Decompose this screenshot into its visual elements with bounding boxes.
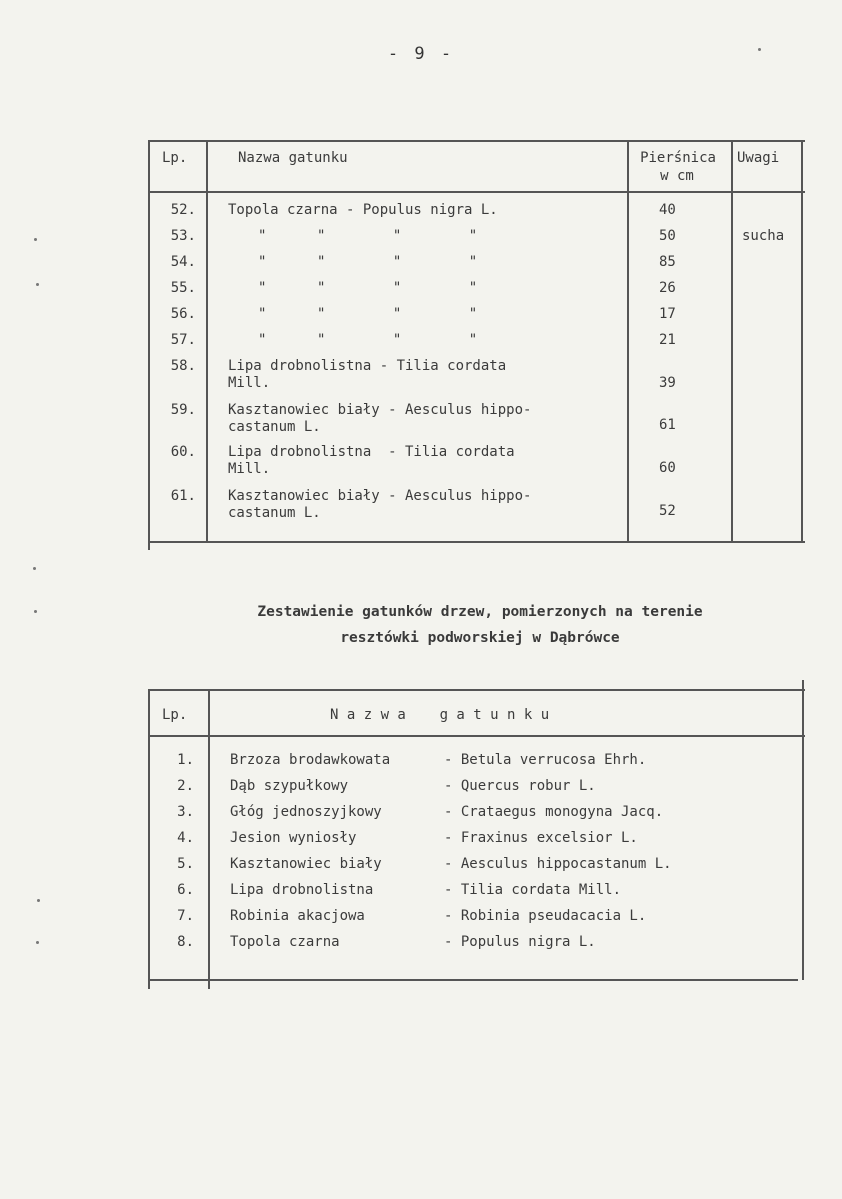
scan-speck xyxy=(34,610,37,613)
table1-header-name: Nazwa gatunku xyxy=(238,150,348,166)
table1-top-border xyxy=(150,140,805,142)
table1-row-note: sucha xyxy=(742,228,785,244)
table1-row-name-cont: Mill. xyxy=(228,375,271,391)
table1-row-name: Lipa drobnolistna - Tilia cordata xyxy=(228,358,507,374)
table2-right-border xyxy=(802,680,804,980)
table2-row-latin-name: - Fraxinus excelsior L. xyxy=(444,830,638,846)
table2-row-lp: 3. xyxy=(177,804,194,820)
scan-speck xyxy=(37,899,40,902)
table1-row-name-ditto: " " " " xyxy=(258,332,478,348)
table1-row-name-ditto: " " " " xyxy=(258,228,478,244)
table2-row-lp: 2. xyxy=(177,778,194,794)
table1-row-circ: 85 xyxy=(659,254,676,270)
table1-row-circ: 60 xyxy=(659,460,676,476)
table2-row-lp: 8. xyxy=(177,934,194,950)
table2-row-polish-name: Dąb szypułkowy xyxy=(230,778,349,794)
table1-row-lp: 56. xyxy=(170,306,196,322)
table1-row-lp: 57. xyxy=(170,332,196,348)
table2-top-border xyxy=(150,689,805,691)
table1-row-name-cont: castanum L. xyxy=(228,419,321,435)
scan-speck xyxy=(33,567,36,570)
table1-row-name: Kasztanowiec biały - Aesculus hippo- xyxy=(228,488,532,504)
table2-row-polish-name: Jesion wyniosły xyxy=(230,830,357,846)
table2-row-polish-name: Robinia akacjowa xyxy=(230,908,365,924)
table1-row-lp: 55. xyxy=(170,280,196,296)
table1-row-lp: 61. xyxy=(170,488,196,504)
table2-row-polish-name: Topola czarna xyxy=(230,934,340,950)
table2-header-name: N a z w a g a t u n k u xyxy=(330,707,550,723)
table2-col-divider xyxy=(208,689,210,989)
scan-speck xyxy=(758,48,761,51)
table2-row-polish-name: Brzoza brodawkowata xyxy=(230,752,391,768)
table2-row-latin-name: - Betula verrucosa Ehrh. xyxy=(444,752,647,768)
table1-row-name-cont: Mill. xyxy=(228,461,271,477)
table1-row-name: Kasztanowiec biały - Aesculus hippo- xyxy=(228,402,532,418)
table2-row-lp: 5. xyxy=(177,856,194,872)
table1-header-circ-line1: Pierśnica xyxy=(640,150,716,166)
table1-header-separator xyxy=(150,191,805,193)
page-number: - 9 - xyxy=(387,44,455,64)
caption-line-2: resztówki podworskiej w Dąbrówce xyxy=(340,630,620,646)
table1-row-circ: 50 xyxy=(659,228,676,244)
table2-header-separator xyxy=(150,735,805,737)
table2-row-polish-name: Głóg jednoszyjkowy xyxy=(230,804,382,820)
table2-row-latin-name: - Tilia cordata Mill. xyxy=(444,882,622,898)
scan-speck xyxy=(36,283,39,286)
table1-row-lp: 52. xyxy=(170,202,196,218)
table2-bottom-border xyxy=(150,979,798,981)
table1-row-circ: 40 xyxy=(659,202,676,218)
table2-row-lp: 4. xyxy=(177,830,194,846)
table1-header-notes: Uwagi xyxy=(737,150,780,166)
table1-row-name: Topola czarna - Populus nigra L. xyxy=(228,202,498,218)
scan-speck xyxy=(34,238,37,241)
caption-line-1: Zestawienie gatunków drzew, pomierzonych na terenie xyxy=(257,604,703,620)
table1-header-lp: Lp. xyxy=(162,150,188,166)
table1-row-lp: 58. xyxy=(170,358,196,374)
table1-row-circ: 61 xyxy=(659,417,676,433)
table1-row-circ: 17 xyxy=(659,306,676,322)
table2-row-polish-name: Lipa drobnolistna xyxy=(230,882,374,898)
table1-row-lp: 54. xyxy=(170,254,196,270)
table1-row-name-ditto: " " " " xyxy=(258,254,478,270)
table2-row-lp: 1. xyxy=(177,752,194,768)
table2-row-latin-name: - Crataegus monogyna Jacq. xyxy=(444,804,664,820)
table1-bottom-border xyxy=(150,541,805,543)
table1-col-divider-lp xyxy=(206,140,208,543)
table2-header-lp: Lp. xyxy=(162,707,188,723)
table1-col-divider-name xyxy=(627,140,629,543)
table2-row-latin-name: - Quercus robur L. xyxy=(444,778,596,794)
scan-speck xyxy=(36,941,39,944)
table1-row-name: Lipa drobnolistna - Tilia cordata xyxy=(228,444,515,460)
table1-header-circ-line2: w cm xyxy=(660,168,694,184)
table1-row-lp: 60. xyxy=(170,444,196,460)
table2-row-lp: 7. xyxy=(177,908,194,924)
table1-row-circ: 52 xyxy=(659,503,676,519)
table2-row-latin-name: - Robinia pseudacacia L. xyxy=(444,908,647,924)
table2-row-latin-name: - Populus nigra L. xyxy=(444,934,596,950)
table2-row-lp: 6. xyxy=(177,882,194,898)
table1-row-circ: 26 xyxy=(659,280,676,296)
table1-row-name-ditto: " " " " xyxy=(258,306,478,322)
table1-row-circ: 21 xyxy=(659,332,676,348)
table1-row-circ: 39 xyxy=(659,375,676,391)
table1-row-lp: 59. xyxy=(170,402,196,418)
table2-row-polish-name: Kasztanowiec biały xyxy=(230,856,382,872)
table2-row-latin-name: - Aesculus hippocastanum L. xyxy=(444,856,672,872)
table1-row-lp: 53. xyxy=(170,228,196,244)
table1-row-name-ditto: " " " " xyxy=(258,280,478,296)
table1-row-name-cont: castanum L. xyxy=(228,505,321,521)
table1-right-border xyxy=(801,140,803,543)
table1-col-divider-circ xyxy=(731,140,733,543)
